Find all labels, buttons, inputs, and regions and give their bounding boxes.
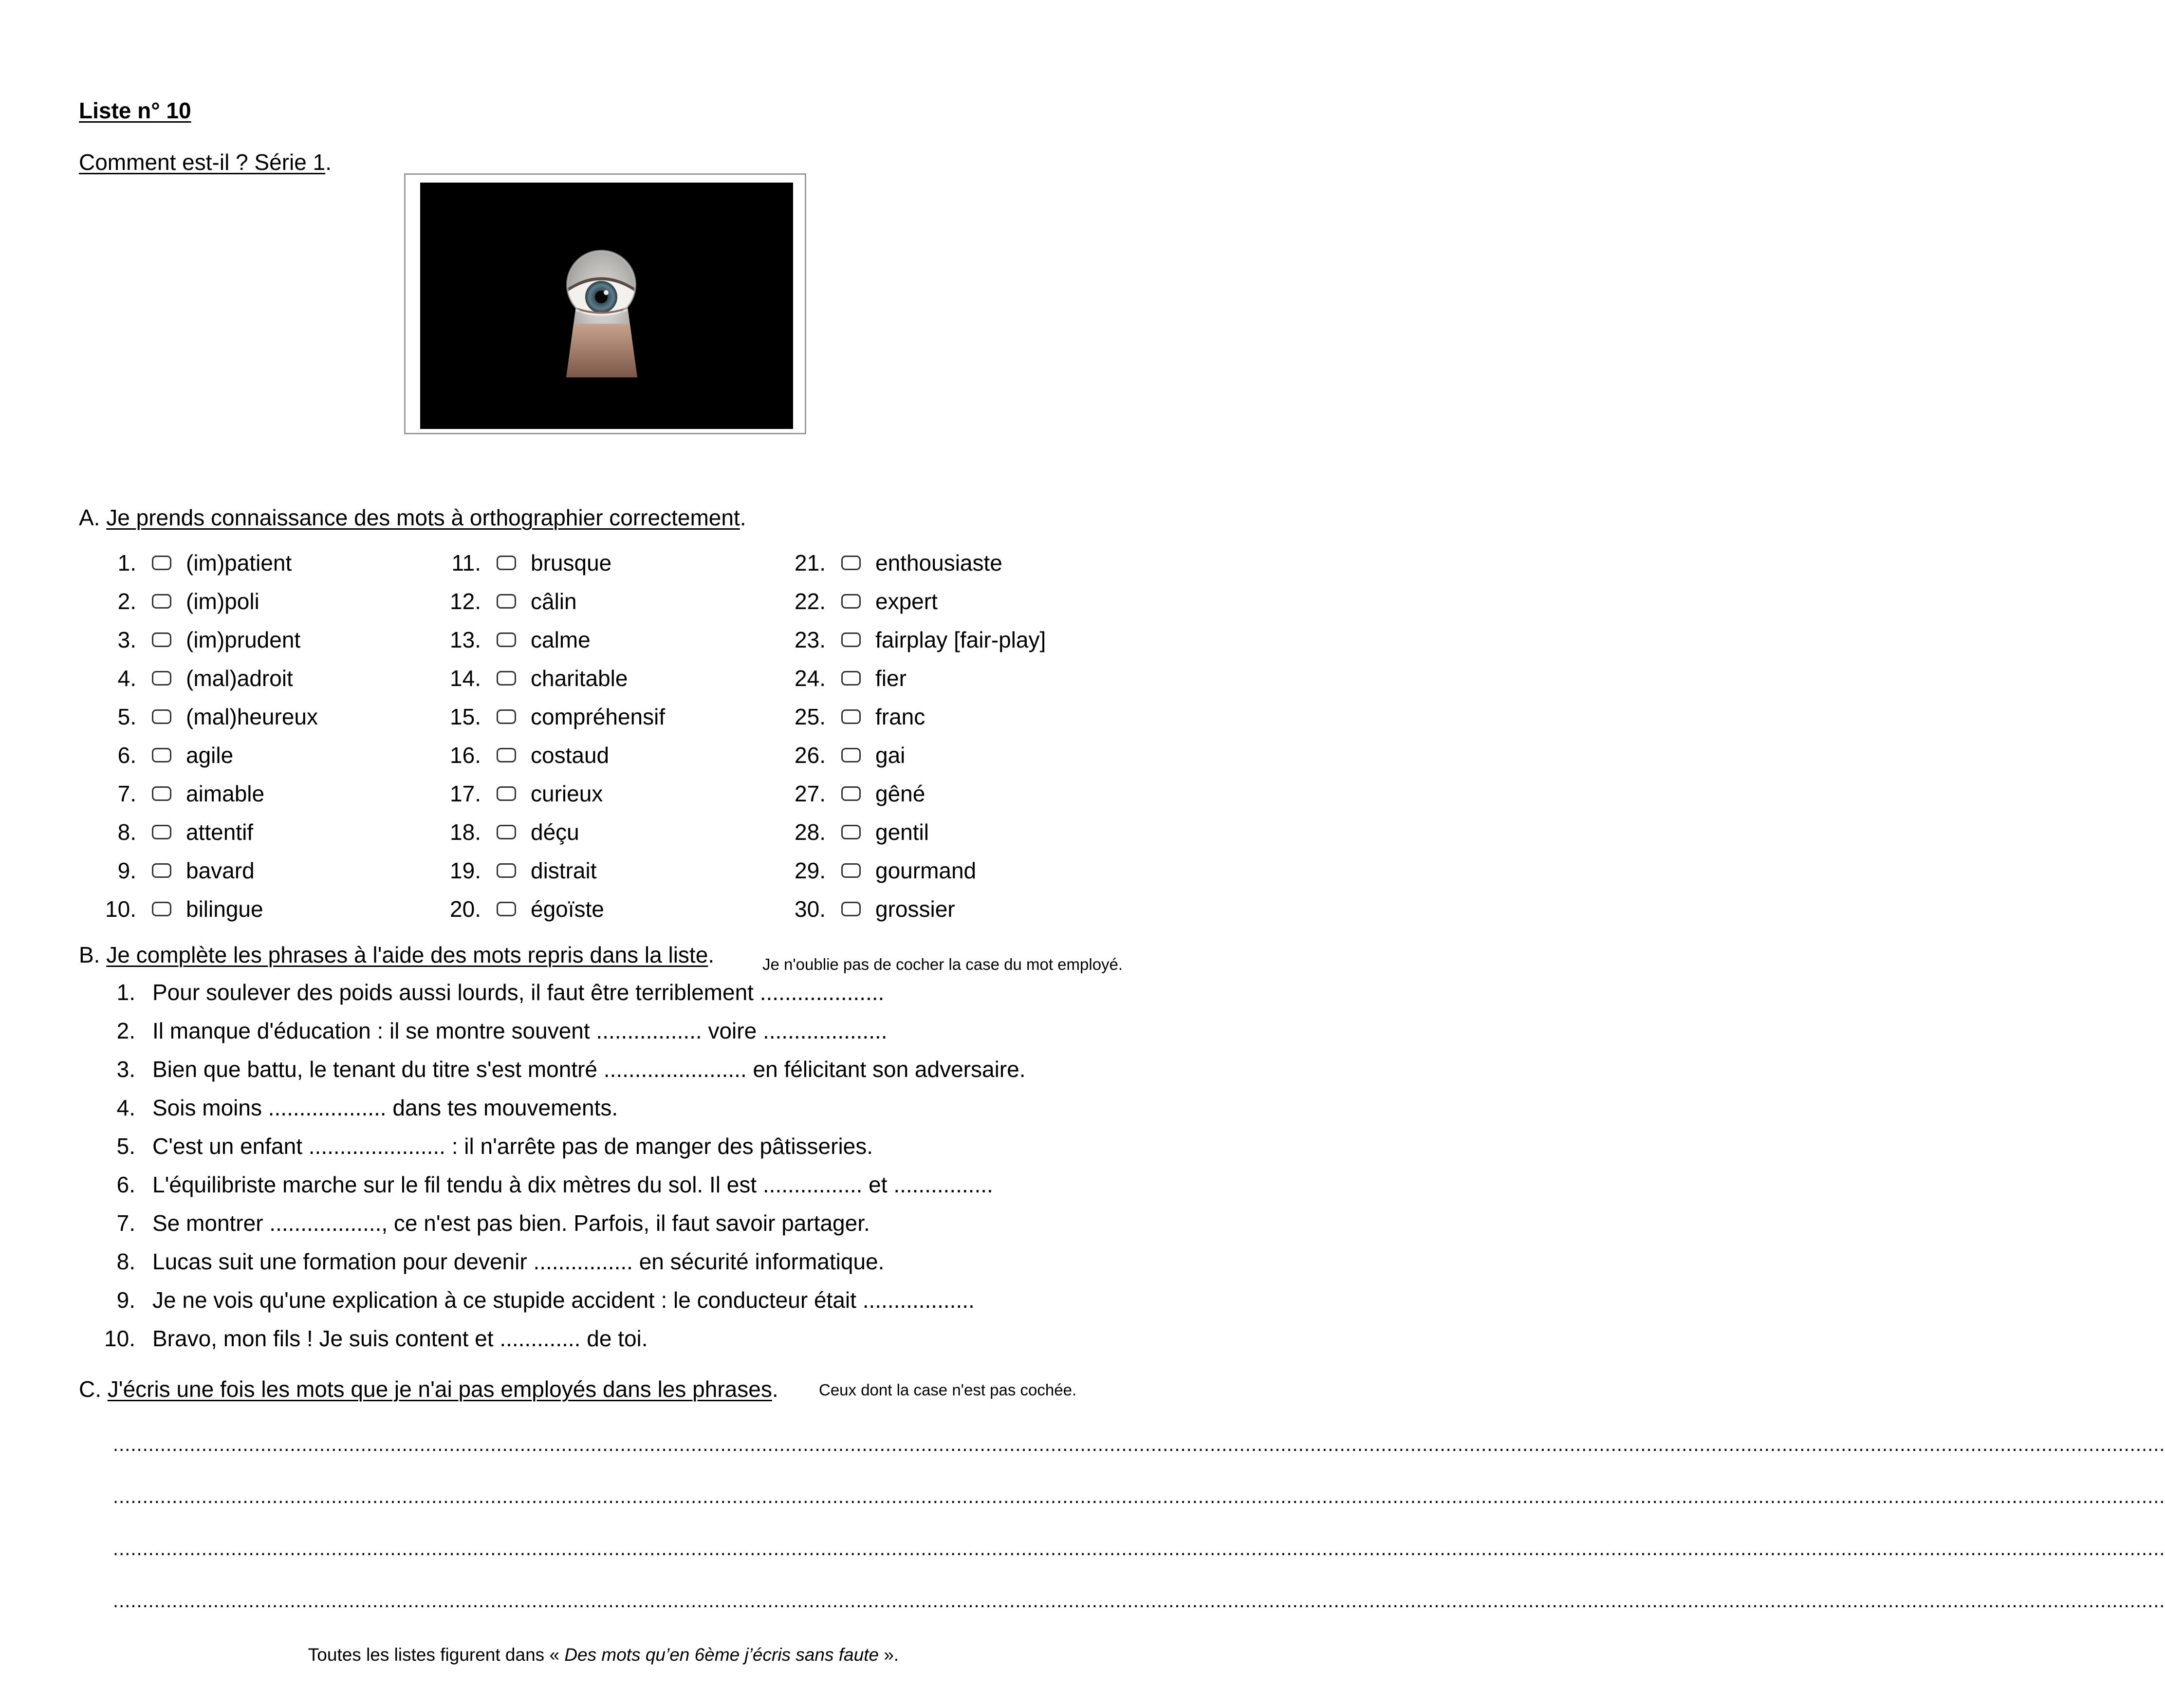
word-label: costaud — [531, 742, 610, 768]
word-label: fier — [875, 665, 907, 691]
sentence-number: 10. — [104, 1325, 135, 1351]
item-number: 25. — [795, 704, 826, 729]
checkbox[interactable] — [841, 863, 861, 878]
checkbox[interactable] — [152, 556, 171, 570]
section-b-period: . — [708, 942, 715, 967]
checkbox[interactable] — [841, 902, 861, 916]
sentence-text[interactable]: Je ne vois qu'une explication à ce stupide accident : le conducteur était .................. — [152, 1287, 975, 1313]
word-label: curieux — [531, 780, 603, 806]
keyhole-photo-frame — [404, 173, 806, 434]
sentence-number: 8. — [116, 1248, 135, 1274]
checkbox[interactable] — [841, 556, 861, 570]
checkbox[interactable] — [152, 594, 171, 609]
sentence-text[interactable]: C'est un enfant ...................... : il n'arrête pas de manger des pâtisseries. — [152, 1133, 873, 1159]
word-label: gentil — [875, 819, 929, 845]
section-a-period: . — [740, 505, 746, 530]
sentence-item — [78, 1050, 1149, 1088]
item-number: 18. — [450, 819, 481, 845]
section-c-note: Ceux dont la case n'est pas cochée. — [819, 1381, 1077, 1399]
section-a-heading — [79, 504, 746, 531]
checkbox[interactable] — [497, 786, 516, 801]
sentence-number: 3. — [116, 1056, 135, 1082]
checkbox[interactable] — [497, 902, 516, 916]
section-b-heading — [79, 942, 714, 968]
list-item — [438, 697, 665, 736]
list-item — [103, 697, 318, 736]
answer-line-2[interactable]: ............................................................................................................................................................................................................................................................................................................................................................ — [113, 1486, 2165, 1507]
item-number: 10. — [105, 896, 136, 922]
list-item — [103, 620, 318, 659]
sentence-number: 1. — [116, 979, 135, 1005]
word-label: compréhensif — [531, 704, 666, 729]
list-item — [783, 582, 1046, 620]
word-label: agile — [186, 742, 234, 768]
item-number: 17. — [450, 780, 481, 806]
checkbox[interactable] — [841, 748, 861, 762]
item-number: 12. — [450, 588, 481, 614]
list-item — [438, 620, 665, 659]
list-item — [438, 582, 665, 620]
item-number: 8. — [117, 819, 136, 845]
checkbox[interactable] — [497, 671, 516, 686]
item-number: 26. — [795, 742, 826, 768]
word-label: calme — [531, 627, 591, 652]
item-number: 21. — [795, 550, 826, 576]
list-item — [103, 659, 318, 697]
checkbox[interactable] — [497, 863, 516, 878]
list-title: Liste n° 10 — [79, 98, 191, 123]
checkbox[interactable] — [497, 709, 516, 724]
word-label: égoïste — [531, 896, 604, 922]
checkbox[interactable] — [497, 825, 516, 839]
item-number: 6. — [117, 742, 136, 768]
checkbox[interactable] — [152, 748, 171, 762]
item-number: 2. — [117, 588, 136, 614]
section-b-note: Je n'oublie pas de cocher la case du mot employé. — [762, 955, 1123, 973]
section-c-letter: C. — [79, 1376, 108, 1402]
sentence-item — [78, 1011, 1149, 1050]
sentence-item — [78, 1127, 1149, 1165]
word-label: gêné — [875, 780, 925, 806]
list-item — [103, 774, 318, 813]
word-label: distrait — [531, 857, 597, 883]
word-label: fairplay [fair-play] — [875, 627, 1046, 652]
checkbox[interactable] — [841, 632, 861, 647]
list-item — [783, 620, 1046, 659]
sentence-number: 2. — [116, 1018, 135, 1043]
list-item — [103, 736, 318, 774]
item-number: 11. — [451, 550, 481, 576]
item-number: 30. — [795, 896, 826, 922]
list-item — [438, 659, 665, 697]
list-item — [103, 813, 318, 851]
checkbox[interactable] — [497, 556, 516, 570]
section-a-title: Je prends connaissance des mots à orthographier correctement — [106, 505, 740, 530]
sentence-item — [78, 1204, 1149, 1242]
sentence-text[interactable]: Pour soulever des poids aussi lourds, il faut être terriblement .................... — [152, 979, 885, 1005]
list-item — [783, 659, 1046, 697]
sentence-number: 9. — [116, 1287, 135, 1313]
section-a-letter: A. — [79, 505, 107, 530]
section-b-letter: B. — [79, 942, 107, 967]
word-column-2 — [438, 543, 665, 928]
sentence-text[interactable]: Se montrer .................., ce n'est pas bien. Parfois, il faut savoir partager. — [152, 1210, 870, 1236]
checkbox[interactable] — [152, 786, 171, 801]
footer-prefix: Toutes les listes figurent dans « — [308, 1645, 565, 1665]
section-c-period: . — [772, 1376, 778, 1402]
sentence-item — [78, 1242, 1149, 1281]
sentence-item — [78, 1088, 1149, 1127]
item-number: 22. — [795, 588, 826, 614]
list-item — [438, 736, 665, 774]
sentence-number: 5. — [116, 1133, 135, 1159]
word-label: gourmand — [875, 857, 977, 883]
word-label: bavard — [186, 857, 255, 883]
sentence-text[interactable]: Bien que battu, le tenant du titre s'est montré ....................... en félicitant son adversaire. — [152, 1056, 1026, 1082]
checkbox[interactable] — [152, 902, 171, 916]
word-label: (mal)heureux — [186, 704, 318, 729]
item-number: 5. — [117, 704, 136, 729]
subtitle-period: . — [325, 149, 332, 175]
item-number: 3. — [117, 627, 136, 652]
footer-suffix: ». — [879, 1645, 899, 1665]
sentence-item — [78, 1165, 1149, 1204]
item-number: 23. — [795, 627, 826, 652]
word-column-1 — [103, 543, 318, 928]
item-number: 20. — [450, 896, 481, 922]
sentence-number: 6. — [116, 1171, 135, 1197]
sentence-item — [78, 1319, 1149, 1357]
word-column-3 — [783, 543, 1046, 928]
footer-book-title: Des mots qu’en 6ème j’écris sans faute — [564, 1645, 879, 1665]
list-item — [103, 582, 318, 620]
checkbox[interactable] — [152, 709, 171, 724]
item-number: 24. — [795, 665, 826, 691]
list-item — [438, 543, 665, 582]
checkbox[interactable] — [841, 594, 861, 609]
answer-line-1[interactable]: ............................................................................................................................................................................................................................................................................................................................................................ — [113, 1434, 2165, 1455]
section-c-title: J'écris une fois les mots que je n'ai pas employés dans les phrases — [107, 1376, 772, 1402]
checkbox[interactable] — [152, 863, 171, 878]
word-label: expert — [875, 588, 938, 614]
word-label: bilingue — [186, 896, 263, 922]
checkbox[interactable] — [841, 709, 861, 724]
word-label: (im)prudent — [186, 627, 301, 652]
list-item — [783, 736, 1046, 774]
checkbox[interactable] — [152, 825, 171, 839]
item-number: 4. — [117, 665, 136, 691]
sentence-text[interactable]: Lucas suit une formation pour devenir ................ en sécurité informatique. — [152, 1248, 885, 1274]
subtitle-text: Comment est-il ? Série 1 — [79, 149, 326, 175]
list-item — [783, 543, 1046, 582]
list-item — [783, 851, 1046, 890]
item-number: 13. — [450, 627, 481, 652]
list-item — [103, 543, 318, 582]
checkbox[interactable] — [152, 632, 171, 647]
sentence-text[interactable]: L'équilibriste marche sur le fil tendu à dix mètres du sol. Il est ................ et ................ — [152, 1171, 993, 1197]
list-item — [103, 890, 318, 928]
list-item — [438, 851, 665, 890]
list-item — [783, 813, 1046, 851]
list-item — [783, 774, 1046, 813]
item-number: 19. — [450, 857, 481, 883]
checkbox[interactable] — [841, 671, 861, 686]
checkbox[interactable] — [841, 786, 861, 801]
answer-line-4[interactable]: ............................................................................................................................................................................................................................................................................................................................................................ — [113, 1590, 2165, 1612]
checkbox[interactable] — [497, 748, 516, 762]
word-label: câlin — [531, 588, 577, 614]
item-number: 14. — [450, 665, 481, 691]
list-item — [783, 697, 1046, 736]
word-label: charitable — [531, 665, 628, 691]
list-item — [438, 774, 665, 813]
checkbox[interactable] — [497, 632, 516, 647]
item-number: 15. — [450, 704, 481, 729]
word-label: gai — [875, 742, 906, 768]
word-label: aimable — [186, 780, 265, 806]
section-c-heading — [79, 1376, 778, 1402]
sentence-number: 4. — [116, 1095, 135, 1120]
footer-note — [0, 1645, 1207, 1665]
item-number: 1. — [117, 550, 136, 576]
word-label: attentif — [186, 819, 254, 845]
item-number: 29. — [795, 857, 826, 883]
word-label: (im)patient — [186, 550, 292, 576]
checkbox[interactable] — [841, 825, 861, 839]
list-item — [783, 890, 1046, 928]
item-number: 27. — [795, 780, 826, 806]
item-number: 28. — [795, 819, 826, 845]
item-number: 16. — [450, 742, 481, 768]
sentence-text[interactable]: Sois moins ................... dans tes mouvements. — [152, 1095, 618, 1120]
answer-line-3[interactable]: ............................................................................................................................................................................................................................................................................................................................................................ — [113, 1538, 2165, 1559]
sentence-text[interactable]: Il manque d'éducation : il se montre souvent ................. voire .................... — [152, 1018, 888, 1043]
sentence-number: 7. — [116, 1210, 135, 1236]
sentence-item — [78, 973, 1149, 1011]
word-label: (mal)adroit — [186, 665, 293, 691]
word-label: (im)poli — [186, 588, 259, 614]
item-number: 7. — [117, 780, 136, 806]
word-label: déçu — [531, 819, 579, 845]
sentence-text[interactable]: Bravo, mon fils ! Je suis content et ............. de toi. — [152, 1325, 648, 1351]
word-label: grossier — [875, 896, 955, 922]
section-b-title: Je complète les phrases à l'aide des mots repris dans la liste — [106, 942, 708, 967]
word-label: enthousiaste — [875, 550, 1002, 576]
sentence-item — [78, 1281, 1149, 1319]
list-item — [438, 813, 665, 851]
checkbox[interactable] — [152, 671, 171, 686]
list-subtitle — [79, 149, 332, 175]
checkbox[interactable] — [497, 594, 516, 609]
word-label: brusque — [531, 550, 612, 576]
list-item — [103, 851, 318, 890]
list-item — [438, 890, 665, 928]
word-label: franc — [875, 704, 925, 729]
item-number: 9. — [117, 857, 136, 883]
keyhole-eye-icon — [420, 183, 793, 429]
